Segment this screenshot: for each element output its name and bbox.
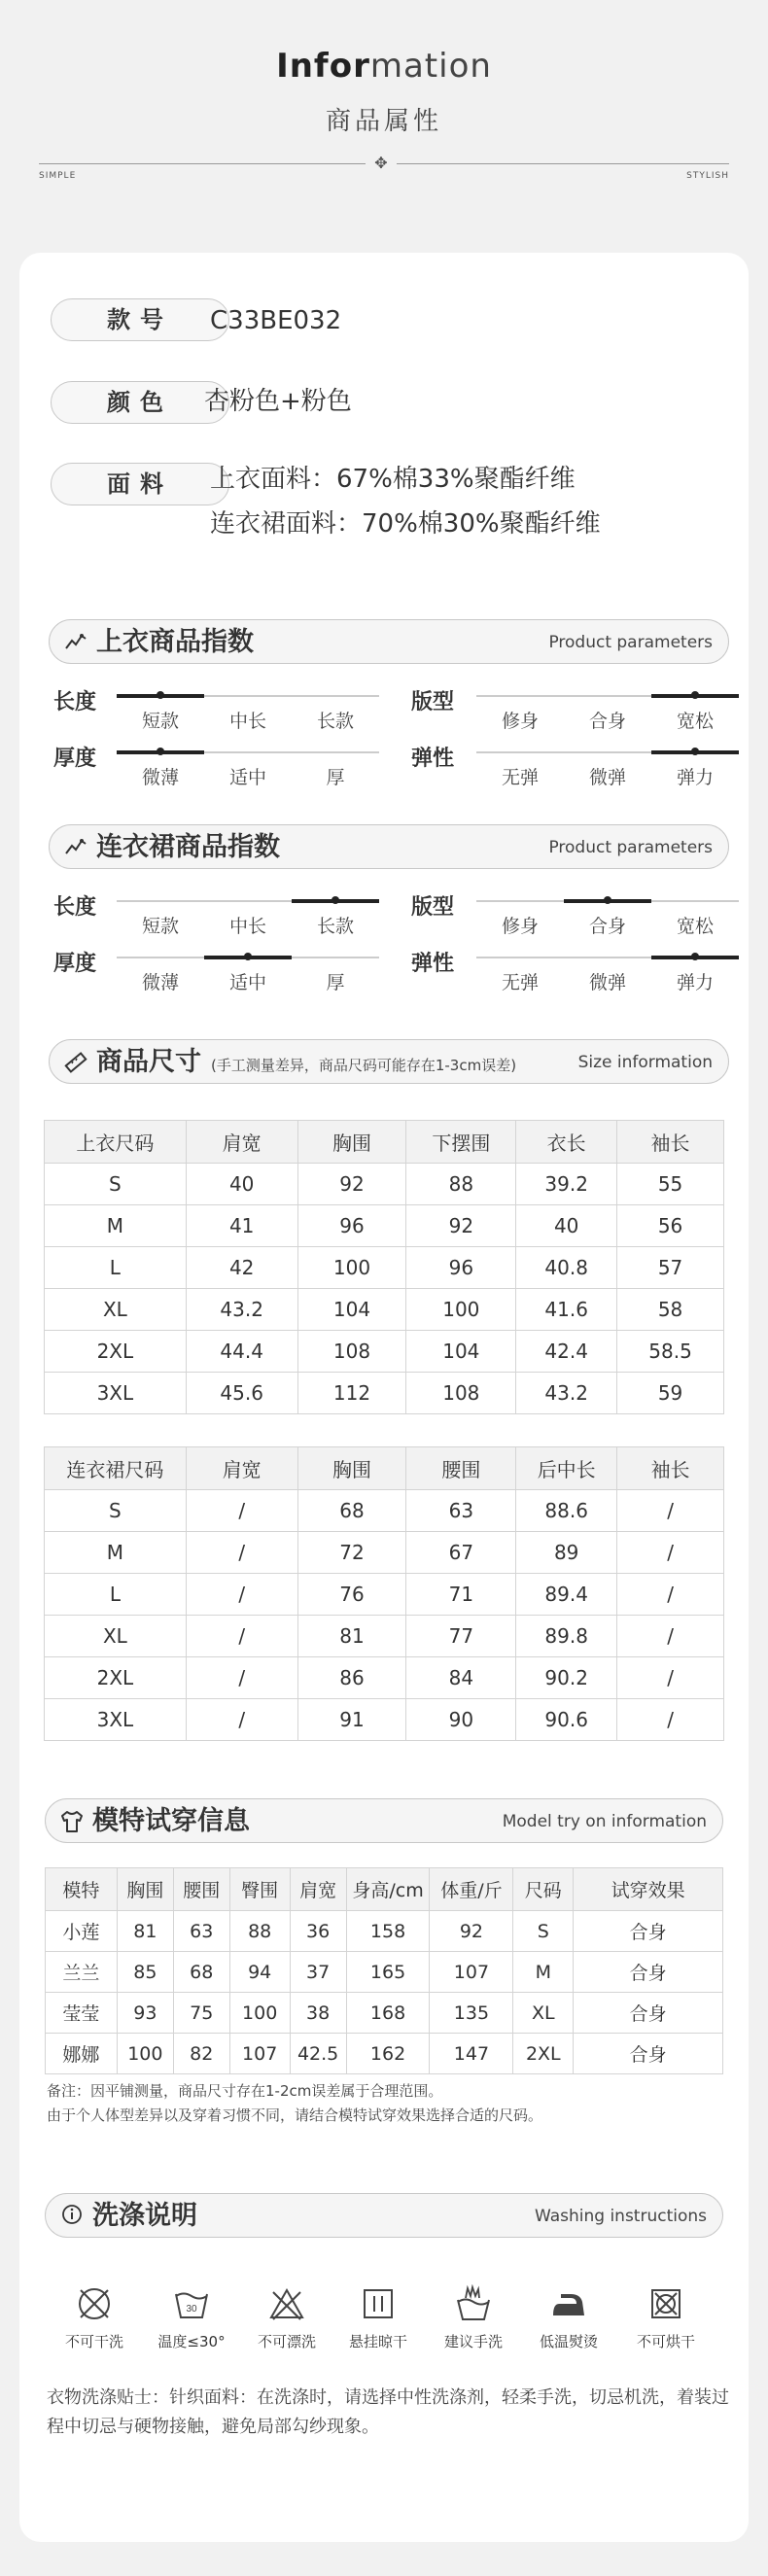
info-icon — [59, 2204, 85, 2229]
table-row — [45, 1373, 724, 1414]
table-cell: 90.6 — [516, 1699, 617, 1741]
table-cell: / — [186, 1490, 297, 1532]
divider-right — [397, 163, 729, 164]
param-option: 微薄 — [141, 767, 179, 788]
table-row — [45, 1532, 724, 1574]
section-wash — [45, 2193, 723, 2238]
stylish-word: STYLISH — [686, 171, 729, 181]
gauge-dot — [244, 953, 252, 960]
wash-label: 不可烘干 — [636, 2333, 695, 2350]
table-row — [46, 1993, 723, 2034]
table-cell: 107 — [430, 1952, 513, 1993]
table-cell: 88 — [229, 1911, 290, 1952]
param-option: 厚 — [326, 767, 345, 788]
table-header-cell: 肩宽 — [290, 1868, 346, 1911]
param-option: 无弹 — [501, 767, 539, 788]
hand-wash-icon — [430, 2284, 517, 2351]
shirt-icon — [59, 1809, 85, 1834]
table-cell: 41 — [186, 1205, 297, 1247]
table-row — [45, 1247, 724, 1289]
model-table — [45, 1867, 723, 2074]
table-header-cell: 袖长 — [617, 1447, 724, 1490]
wash-label: 低温熨烫 — [539, 2333, 598, 2350]
param-option: 长款 — [316, 711, 354, 732]
param-option: 适中 — [228, 972, 266, 993]
table-cell: 55 — [617, 1164, 724, 1205]
table-cell: 43.2 — [516, 1373, 617, 1414]
table-cell: 107 — [229, 2034, 290, 2074]
table-cell: 76 — [297, 1574, 406, 1616]
table-cell: 89.4 — [516, 1574, 617, 1616]
table-row — [45, 1574, 724, 1616]
param-label: 长度 — [53, 690, 97, 714]
section-top-index — [49, 619, 729, 664]
param-option: 微弹 — [588, 972, 626, 993]
table-cell: / — [617, 1657, 724, 1699]
param-label: 版型 — [411, 895, 455, 920]
gauge-dot — [332, 896, 339, 904]
wash-label: 不可干洗 — [64, 2333, 123, 2350]
no-dry-clean-icon — [51, 2284, 138, 2351]
table-cell: 93 — [117, 1993, 173, 2034]
washing-tip: 衣物洗涤贴士：针织面料：在洗涤时，请选择中性洗涤剂，轻柔手洗，切忌机洗，着装过程中切忌与硬物接触，避免局部勾纱现象。 — [47, 2387, 729, 2437]
table-cell: M — [45, 1205, 187, 1247]
table-cell: S — [45, 1490, 187, 1532]
param-option: 微薄 — [141, 972, 179, 993]
section-en: Model try on information — [502, 1812, 707, 1831]
table-cell: 158 — [346, 1911, 430, 1952]
attr-label-style: 款号 — [51, 298, 229, 341]
param-option: 修身 — [501, 711, 539, 732]
section-en: Washing instructions — [534, 2207, 707, 2226]
table-cell: / — [186, 1657, 297, 1699]
table-cell: XL — [45, 1289, 187, 1331]
table-cell: 135 — [430, 1993, 513, 2034]
table-cell: / — [617, 1699, 724, 1741]
wash-label: 悬挂晾干 — [348, 2333, 407, 2350]
table-cell: 莹莹 — [46, 1993, 118, 2034]
table-cell: 72 — [297, 1532, 406, 1574]
table-row — [45, 1289, 724, 1331]
table-cell: 100 — [229, 1993, 290, 2034]
no-bleach-icon — [243, 2284, 331, 2351]
table-header-cell: 体重/斤 — [430, 1868, 513, 1911]
gauge-dot — [691, 748, 699, 755]
table-cell: 162 — [346, 2034, 430, 2074]
table-cell: / — [186, 1616, 297, 1657]
table-cell: 39.2 — [516, 1164, 617, 1205]
table-cell: 43.2 — [186, 1289, 297, 1331]
table-cell: 36 — [290, 1911, 346, 1952]
param-option: 合身 — [588, 916, 626, 937]
param-option: 修身 — [501, 916, 539, 937]
table-cell: 89 — [516, 1532, 617, 1574]
section-title: 上衣商品指数 — [96, 627, 254, 657]
table-cell: 90 — [406, 1699, 516, 1741]
table-row — [45, 1205, 724, 1247]
table-header-cell: 胸围 — [297, 1121, 406, 1164]
param-label: 厚度 — [53, 952, 97, 976]
table-cell: 59 — [617, 1373, 724, 1414]
table-cell: 41.6 — [516, 1289, 617, 1331]
param-option: 弹力 — [676, 767, 714, 788]
param-gauge — [476, 957, 739, 999]
param-option: 合身 — [588, 711, 626, 732]
table-cell: 84 — [406, 1657, 516, 1699]
table-cell: S — [45, 1164, 187, 1205]
info-subtitle: 商品属性 — [325, 107, 442, 136]
param-option: 中长 — [228, 711, 266, 732]
table-cell: 58.5 — [617, 1331, 724, 1373]
top-size-table — [44, 1120, 724, 1414]
table-cell: 104 — [406, 1331, 516, 1373]
param-gauge — [117, 957, 379, 999]
table-cell: 3XL — [45, 1699, 187, 1741]
table-cell: 63 — [406, 1490, 516, 1532]
section-title: 商品尺寸 (手工测量差异，商品尺码可能存在1-3cm误差) — [96, 1047, 517, 1077]
table-cell: 108 — [406, 1373, 516, 1414]
param-label: 弹性 — [411, 747, 455, 771]
no-tumble-dry-icon — [622, 2284, 710, 2351]
param-label: 厚度 — [53, 747, 97, 771]
param-option: 无弹 — [501, 972, 539, 993]
gauge-dot — [157, 748, 164, 755]
table-cell: 100 — [297, 1247, 406, 1289]
table-cell: 88.6 — [516, 1490, 617, 1532]
table-header-row — [45, 1121, 724, 1164]
table-row — [45, 1657, 724, 1699]
table-header-row — [45, 1447, 724, 1490]
model-note-line: 由于个人体型差异以及穿着习惯不同，请结合模特试穿效果选择合适的尺码。 — [47, 2106, 543, 2124]
table-cell: / — [617, 1616, 724, 1657]
table-cell: 67 — [406, 1532, 516, 1574]
param-option: 长款 — [316, 916, 354, 937]
table-cell: / — [186, 1699, 297, 1741]
table-cell: / — [617, 1574, 724, 1616]
table-header-cell: 肩宽 — [186, 1447, 297, 1490]
gauge-dot — [691, 953, 699, 960]
param-label: 弹性 — [411, 952, 455, 976]
section-title: 洗涤说明 — [92, 2201, 197, 2231]
table-cell: M — [45, 1532, 187, 1574]
attr-label-color: 颜色 — [51, 381, 229, 424]
gauge-dot — [157, 691, 164, 699]
table-header-cell: 腰围 — [173, 1868, 229, 1911]
table-cell: 96 — [406, 1247, 516, 1289]
table-cell: 85 — [117, 1952, 173, 1993]
table-cell: 88 — [406, 1164, 516, 1205]
table-cell: L — [45, 1247, 187, 1289]
table-cell: 合身 — [574, 2034, 723, 2074]
table-cell: 小莲 — [46, 1911, 118, 1952]
table-cell: 68 — [173, 1952, 229, 1993]
table-cell: 45.6 — [186, 1373, 297, 1414]
table-row — [45, 1164, 724, 1205]
table-cell: 147 — [430, 2034, 513, 2074]
table-cell: 42 — [186, 1247, 297, 1289]
ruler-icon — [63, 1050, 88, 1075]
table-header-cell: 衣长 — [516, 1121, 617, 1164]
param-option: 宽松 — [676, 916, 714, 937]
param-option: 微弹 — [588, 767, 626, 788]
table-cell: 40 — [186, 1164, 297, 1205]
table-header-cell: 下摆围 — [406, 1121, 516, 1164]
wash-30-icon — [148, 2284, 235, 2351]
model-note-line: 备注：因平铺测量，商品尺寸存在1-2cm误差属于合理范围。 — [47, 2082, 443, 2100]
low-iron-icon — [525, 2284, 612, 2351]
table-cell: 合身 — [574, 1952, 723, 1993]
table-cell: 165 — [346, 1952, 430, 1993]
param-label: 长度 — [53, 895, 97, 920]
table-row — [45, 1490, 724, 1532]
table-row — [45, 1616, 724, 1657]
crosshair-icon: ✥ — [374, 154, 388, 172]
table-header-cell: 后中长 — [516, 1447, 617, 1490]
simple-word: SIMPLE — [39, 171, 77, 181]
table-header-cell: 肩宽 — [186, 1121, 297, 1164]
section-dress-index — [49, 824, 729, 869]
table-cell: 89.8 — [516, 1616, 617, 1657]
table-cell: / — [617, 1490, 724, 1532]
table-cell: 兰兰 — [46, 1952, 118, 1993]
table-cell: 42.5 — [290, 2034, 346, 2074]
size-note: (手工测量差异，商品尺码可能存在1-3cm误差) — [211, 1057, 517, 1074]
attr-value-style: C33BE032 — [210, 306, 342, 335]
gauge-dot — [691, 691, 699, 699]
table-header-cell: 连衣裙尺码 — [45, 1447, 187, 1490]
table-header-cell: 胸围 — [117, 1868, 173, 1911]
table-header-cell: 模特 — [46, 1868, 118, 1911]
page-header — [0, 0, 768, 253]
table-row — [45, 1331, 724, 1373]
dress-size-table — [44, 1446, 724, 1741]
table-cell: 娜娜 — [46, 2034, 118, 2074]
table-cell: 63 — [173, 1911, 229, 1952]
table-header-cell: 袖长 — [617, 1121, 724, 1164]
table-cell: 94 — [229, 1952, 290, 1993]
param-option: 弹力 — [676, 972, 714, 993]
param-gauge — [117, 751, 379, 794]
table-cell: 3XL — [45, 1373, 187, 1414]
table-cell: 100 — [117, 2034, 173, 2074]
table-cell: 82 — [173, 2034, 229, 2074]
param-option: 中长 — [228, 916, 266, 937]
section-title: 连衣裙商品指数 — [96, 832, 280, 862]
section-size — [49, 1039, 729, 1084]
attr-value-color: 杏粉色+粉色 — [204, 387, 352, 416]
info-title: Information — [276, 47, 492, 86]
table-cell: 合身 — [574, 1911, 723, 1952]
table-cell: 91 — [297, 1699, 406, 1741]
param-option: 厚 — [326, 972, 345, 993]
table-cell: 100 — [406, 1289, 516, 1331]
table-cell: XL — [45, 1616, 187, 1657]
table-cell: 81 — [117, 1911, 173, 1952]
table-cell: 81 — [297, 1616, 406, 1657]
table-cell: 合身 — [574, 1993, 723, 2034]
gauge-dot — [604, 896, 611, 904]
trend-icon — [63, 835, 88, 860]
table-header-cell: 腰围 — [406, 1447, 516, 1490]
table-cell: 40 — [516, 1205, 617, 1247]
table-cell: L — [45, 1574, 187, 1616]
table-cell: S — [513, 1911, 574, 1952]
param-gauge — [476, 695, 739, 738]
table-header-cell: 臀围 — [229, 1868, 290, 1911]
table-cell: 77 — [406, 1616, 516, 1657]
table-cell: 86 — [297, 1657, 406, 1699]
table-cell: / — [617, 1532, 724, 1574]
table-cell: 42.4 — [516, 1331, 617, 1373]
table-cell: / — [186, 1574, 297, 1616]
table-cell: 37 — [290, 1952, 346, 1993]
table-cell: 2XL — [45, 1331, 187, 1373]
hang-dry-icon — [334, 2284, 422, 2351]
table-cell: 57 — [617, 1247, 724, 1289]
section-en: Size information — [577, 1053, 713, 1072]
section-title: 模特试穿信息 — [92, 1806, 250, 1836]
table-cell: XL — [513, 1993, 574, 2034]
wash-label: 温度≤30° — [157, 2333, 226, 2350]
divider-left — [39, 163, 366, 164]
param-option: 短款 — [141, 711, 179, 732]
table-cell: 75 — [173, 1993, 229, 2034]
section-en: Product parameters — [548, 633, 713, 652]
param-gauge — [476, 751, 739, 794]
attr-value-fabric-top: 上衣面料：67%棉33%聚酯纤维 — [210, 465, 576, 494]
table-header-cell: 身高/cm — [346, 1868, 430, 1911]
section-model — [45, 1798, 723, 1843]
table-cell: 68 — [297, 1490, 406, 1532]
table-row — [46, 1911, 723, 1952]
table-cell: 2XL — [45, 1657, 187, 1699]
wash-label: 不可漂洗 — [257, 2333, 316, 2350]
table-header-row — [46, 1868, 723, 1911]
table-row — [45, 1699, 724, 1741]
table-cell: 2XL — [513, 2034, 574, 2074]
model-note — [47, 2079, 727, 2128]
table-cell: 112 — [297, 1373, 406, 1414]
table-header-cell: 试穿效果 — [574, 1868, 723, 1911]
table-cell: 92 — [406, 1205, 516, 1247]
table-cell: 44.4 — [186, 1331, 297, 1373]
table-cell: 38 — [290, 1993, 346, 2034]
table-cell: 92 — [297, 1164, 406, 1205]
table-header-cell: 上衣尺码 — [45, 1121, 187, 1164]
wash-label: 建议手洗 — [443, 2333, 503, 2350]
attr-value-fabric-dress: 连衣裙面料：70%棉30%聚酯纤维 — [210, 509, 601, 539]
param-option: 适中 — [228, 767, 266, 788]
table-cell: 58 — [617, 1289, 724, 1331]
table-cell: 92 — [430, 1911, 513, 1952]
table-cell: M — [513, 1952, 574, 1993]
table-row — [46, 1952, 723, 1993]
param-gauge — [476, 900, 739, 943]
param-option: 宽松 — [676, 711, 714, 732]
param-label: 版型 — [411, 690, 455, 714]
table-cell: 108 — [297, 1331, 406, 1373]
table-cell: 104 — [297, 1289, 406, 1331]
table-cell: 168 — [346, 1993, 430, 2034]
table-cell: / — [186, 1532, 297, 1574]
table-cell: 71 — [406, 1574, 516, 1616]
param-gauge — [117, 900, 379, 943]
table-header-cell: 尺码 — [513, 1868, 574, 1911]
trend-icon — [63, 630, 88, 655]
table-cell: 96 — [297, 1205, 406, 1247]
table-cell: 56 — [617, 1205, 724, 1247]
svg-text:30: 30 — [186, 2304, 197, 2315]
param-gauge — [117, 695, 379, 738]
param-option: 短款 — [141, 916, 179, 937]
table-row — [46, 2034, 723, 2074]
table-cell: 90.2 — [516, 1657, 617, 1699]
attr-label-fabric: 面料 — [51, 463, 229, 505]
section-en: Product parameters — [548, 838, 713, 857]
table-cell: 40.8 — [516, 1247, 617, 1289]
table-header-cell: 胸围 — [297, 1447, 406, 1490]
